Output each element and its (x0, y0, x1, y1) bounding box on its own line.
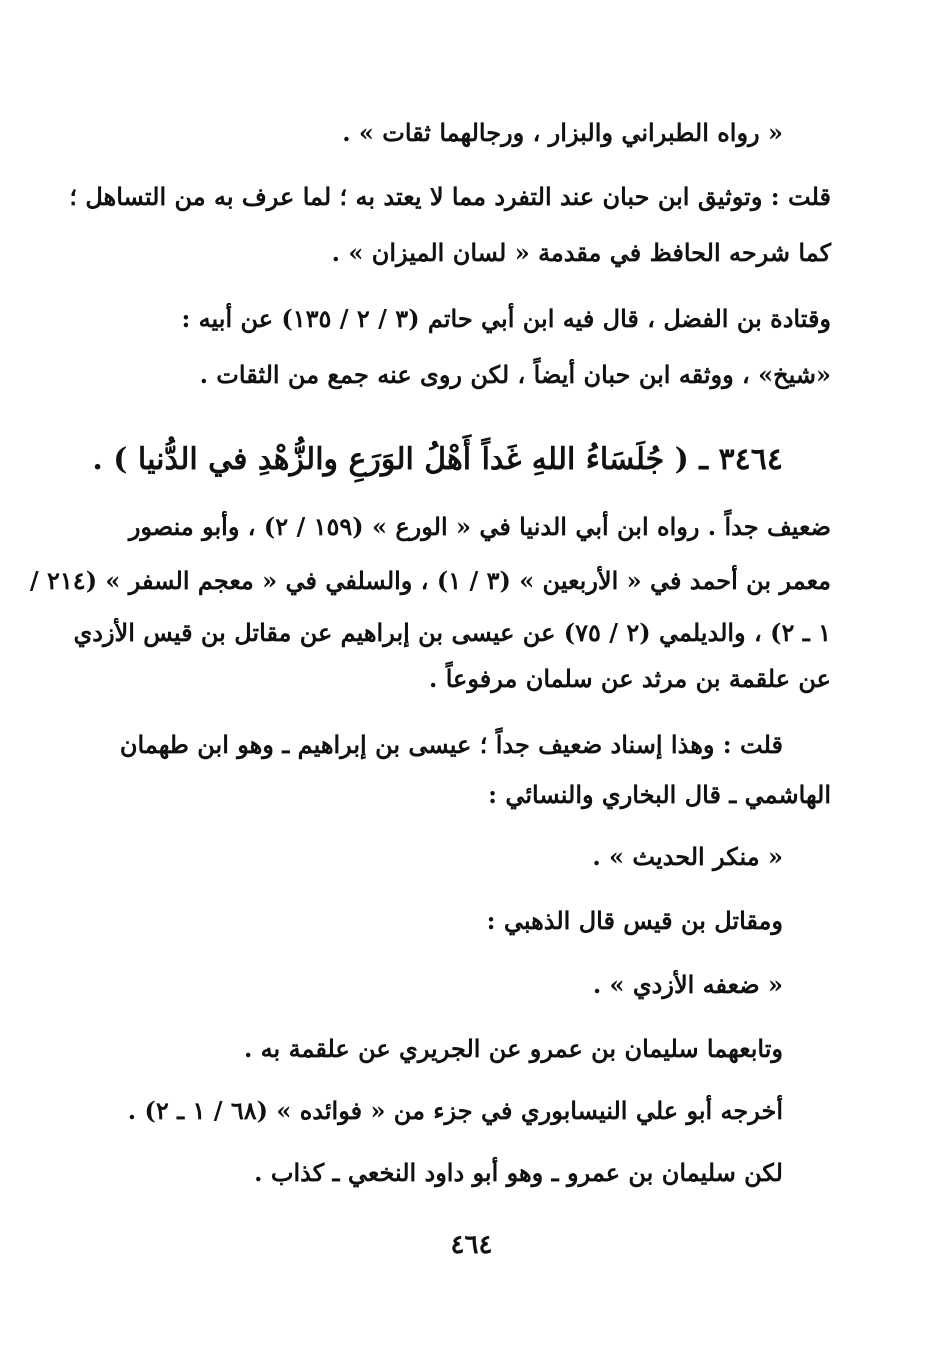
text-line: «شيخ» ، ووثقه ابن حبان أيضاً ، لكن روى عنه جمع من الثقات . (199, 360, 831, 389)
text-line: « منكر الحديث » . (592, 842, 783, 871)
hadith-heading: ٣٤٦٤ ـ ( جُلَسَاءُ اللهِ غَداً أَهْلُ الوَرَعِ والزُّهْدِ في الدُّنيا ) . (92, 442, 783, 477)
text-line: لكن سليمان بن عمرو ـ وهو أبو داود النخعي ـ كذاب . (254, 1158, 783, 1187)
text-line: الهاشمي ـ قال البخاري والنسائي : (488, 780, 831, 809)
text-line: ١ ـ ٢) ، والديلمي (٢ / ٧٥) عن عيسى بن إبراهيم عن مقاتل بن قيس الأزدي (73, 618, 831, 647)
text-line: كما شرحه الحافظ في مقدمة « لسان الميزان » . (331, 238, 831, 267)
text-line: وتابعهما سليمان بن عمرو عن الجريري عن علقمة به . (243, 1034, 783, 1063)
text-line: معمر بن أحمد في « الأربعين » (٣ / ١) ، والسلفي في « معجم السفر » (٢١٤ / (29, 566, 831, 595)
text-line: قلت : وهذا إسناد ضعيف جداً ؛ عيسى بن إبراهيم ـ وهو ابن طهمان (119, 730, 783, 759)
text-line: « ضعفه الأزدي » . (592, 970, 783, 999)
text-line: قلت : وتوثيق ابن حبان عند التفرد مما لا يعتد به ؛ لما عرف به من التساهل ؛ (69, 182, 831, 211)
text-line: أخرجه أبو علي النيسابوري في جزء من « فوائده » (٦٨ / ١ ـ ٢) . (127, 1096, 783, 1125)
text-line: ومقاتل بن قيس قال الذهبي : (486, 906, 783, 935)
page-number: ٤٦٤ (450, 1230, 493, 1260)
text-line: وقتادة بن الفضل ، قال فيه ابن أبي حاتم (٣ / ٢ / ١٣٥) عن أبيه : (181, 304, 831, 333)
text-line: ضعيف جداً . رواه ابن أبي الدنيا في « الورع » (١٥٩ / ٢) ، وأبو منصور (128, 512, 831, 541)
text-line: عن علقمة بن مرثد عن سلمان مرفوعاً . (429, 664, 831, 693)
text-line: « رواه الطبراني والبزار ، ورجالهما ثقات » . (342, 118, 783, 147)
